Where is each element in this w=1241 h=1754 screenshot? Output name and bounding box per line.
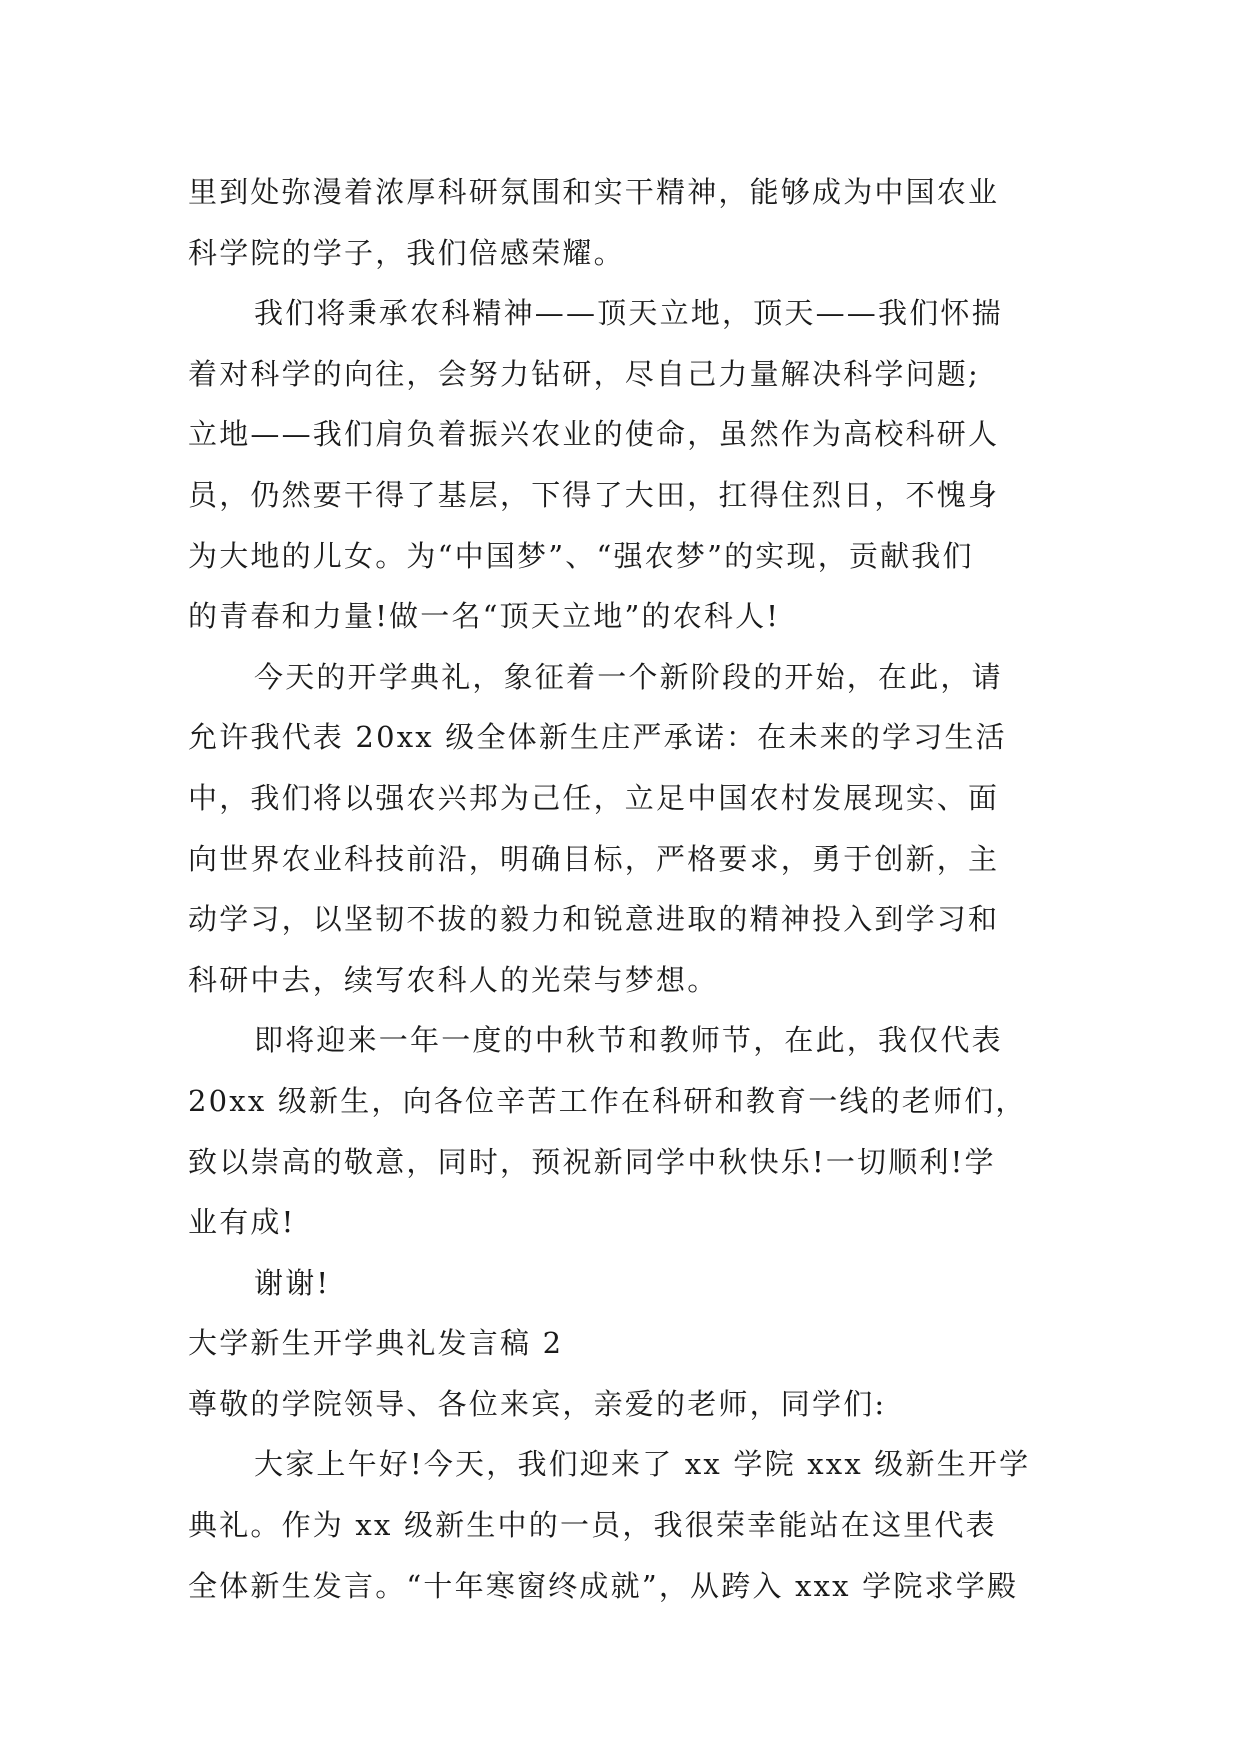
- text-line: 动学习，以坚韧不拔的毅力和锐意进取的精神投入到学习和: [188, 902, 1000, 937]
- text-line: 20xx 级新生，向各位辛苦工作在科研和教育一线的老师们，: [188, 1083, 1027, 1118]
- text-line: 立地——我们肩负着振兴农业的使命，虽然作为高校科研人: [188, 417, 1000, 452]
- text-line: 大家上午好!今天，我们迎来了 xx 学院 xxx 级新生开学: [254, 1447, 1031, 1482]
- text-line: 业有成!: [188, 1205, 296, 1240]
- text-line: 的青春和力量!做一名“顶天立地”的农科人!: [188, 599, 781, 634]
- text-line: 我们将秉承农科精神——顶天立地，顶天——我们怀揣: [254, 296, 1003, 331]
- text-line: 中，我们将以强农兴邦为己任，立足中国农村发展现实、面: [188, 780, 1000, 815]
- text-line: 典礼。作为 xx 级新生中的一员，我很荣幸能站在这里代表: [188, 1508, 997, 1543]
- text-line: 科研中去，续写农科人的光荣与梦想。: [188, 962, 719, 997]
- text-line: 即将迎来一年一度的中秋节和教师节，在此，我仅代表: [254, 1023, 1003, 1058]
- text-line: 里到处弥漫着浓厚科研氛围和实干精神，能够成为中国农业: [188, 175, 1000, 209]
- text-line: 今天的开学典礼，象征着一个新阶段的开始，在此，请: [254, 659, 1003, 694]
- salutation-line: 尊敬的学院领导、各位来宾，亲爱的老师，同学们:: [188, 1386, 887, 1421]
- text-line: 允许我代表 20xx 级全体新生庄严承诺：在未来的学习生活: [188, 720, 1007, 755]
- text-line: 为大地的儿女。为“中国梦”、“强农梦”的实现，贡献我们: [188, 538, 974, 573]
- text-line: 员，仍然要干得了基层，下得了大田，扛得住烈日，不愧身: [188, 477, 1000, 512]
- text-line: 谢谢!: [254, 1265, 331, 1300]
- text-line: 全体新生发言。“十年寒窗终成就”，从跨入 xxx 学院求学殿: [188, 1568, 1019, 1603]
- document-body: [188, 162, 1068, 1616]
- text-line: 着对科学的向往，会努力钻研，尽自己力量解决科学问题;: [188, 356, 980, 391]
- text-line: 向世界农业科技前沿，明确目标，严格要求，勇于创新，主: [188, 841, 1000, 876]
- section-heading: 大学新生开学典礼发言稿 2: [188, 1326, 564, 1361]
- text-line: 科学院的学子，我们倍感荣耀。: [188, 235, 625, 270]
- text-line: 致以崇高的敬意，同时，预祝新同学中秋快乐!一切顺利!学: [188, 1144, 996, 1179]
